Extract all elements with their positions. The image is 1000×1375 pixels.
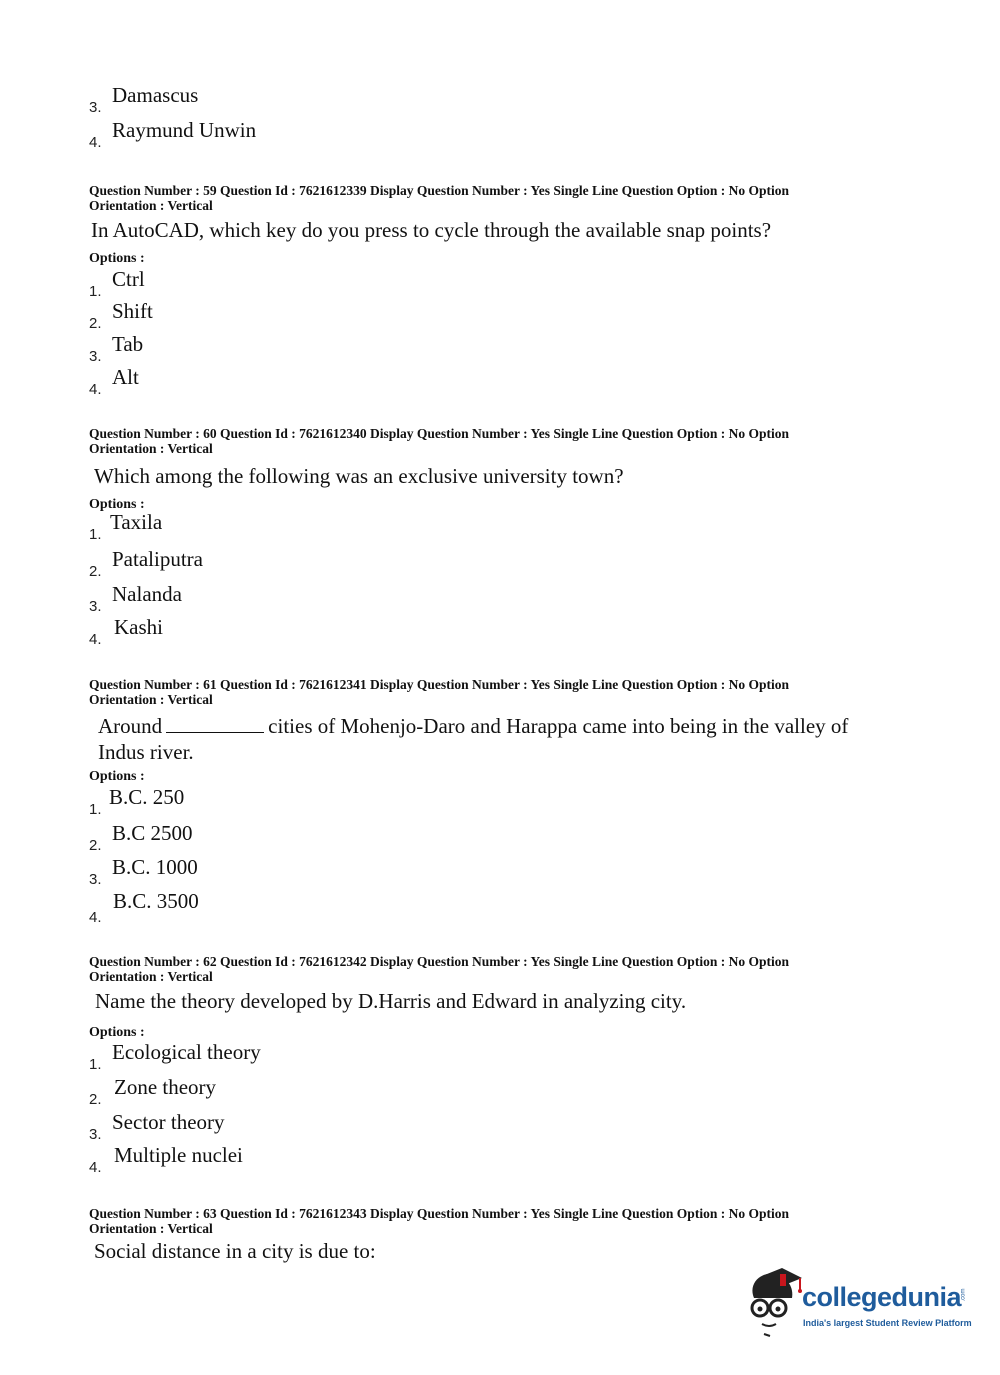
option-text: Multiple nuclei	[114, 1143, 243, 1167]
option-number: 4.	[89, 909, 102, 926]
question-text-part: Around	[98, 714, 163, 738]
question-meta	[89, 955, 889, 984]
option-number: 4.	[89, 381, 102, 398]
option-text: Alt	[112, 365, 139, 389]
option-number: 3.	[89, 348, 102, 365]
brand-tagline: India's largest Student Review Platform	[803, 1318, 972, 1328]
option-text: Tab	[112, 332, 144, 356]
question-meta	[89, 1207, 889, 1236]
question-meta	[89, 427, 889, 456]
mascot-logo-icon	[742, 1268, 802, 1340]
brand-suffix: .com	[960, 1288, 967, 1302]
option-text: Sector theory	[112, 1110, 225, 1134]
option-number: 4.	[89, 631, 102, 648]
option-text: Taxila	[110, 510, 163, 534]
option-number: 2.	[89, 315, 102, 332]
question-text: Name the theory developed by D.Harris and Edward in analyzing city.	[95, 989, 687, 1013]
option-number: 3.	[89, 871, 102, 888]
option-text: Damascus	[112, 83, 199, 107]
option-text: B.C. 250	[109, 785, 185, 809]
question-meta-line: Question Number : 63 Question Id : 7621612343 Display Question Number : Yes Single Line Question Option : No Option	[89, 1206, 789, 1221]
options-label: Options :	[89, 769, 145, 784]
option-text: Pataliputra	[112, 547, 203, 571]
option-number: 3.	[89, 1126, 102, 1143]
option-text: B.C. 1000	[112, 855, 198, 879]
question-text	[98, 713, 848, 739]
options-label: Options :	[89, 497, 145, 512]
option-number: 1.	[89, 1056, 102, 1073]
question-text: Social distance in a city is due to:	[94, 1239, 376, 1263]
question-meta-line: Orientation : Vertical	[89, 440, 213, 456]
options-label: Options :	[89, 251, 145, 266]
question-meta-line: Question Number : 62 Question Id : 7621612342 Display Question Number : Yes Single Line Question Option : No Option	[89, 954, 789, 969]
option-number: 2.	[89, 563, 102, 580]
question-meta-line: Question Number : 60 Question Id : 7621612340 Display Question Number : Yes Single Line Question Option : No Option	[89, 426, 789, 441]
option-number: 2.	[89, 837, 102, 854]
options-label: Options :	[89, 1025, 145, 1040]
question-meta-line: Orientation : Vertical	[89, 968, 213, 984]
question-meta-line: Orientation : Vertical	[89, 691, 213, 707]
option-text: Ecological theory	[112, 1040, 261, 1064]
option-text: Ctrl	[112, 267, 145, 291]
question-meta	[89, 184, 889, 213]
question-meta-line: Orientation : Vertical	[89, 197, 213, 213]
question-text: Which among the following was an exclusive university town?	[94, 464, 624, 488]
option-text: B.C. 3500	[113, 889, 199, 913]
question-text-line2: Indus river.	[98, 740, 194, 764]
question-meta-line: Orientation : Vertical	[89, 1220, 213, 1236]
question-meta	[89, 678, 889, 707]
option-number: 3.	[89, 99, 102, 116]
option-text: Raymund Unwin	[112, 118, 257, 142]
option-number: 1.	[89, 283, 102, 300]
option-text: Shift	[112, 299, 153, 323]
option-number: 1.	[89, 801, 102, 818]
option-number: 4.	[89, 134, 102, 151]
option-number: 3.	[89, 598, 102, 615]
option-number: 1.	[89, 526, 102, 543]
collegedunia-watermark	[742, 1268, 972, 1340]
option-number: 4.	[89, 1159, 102, 1176]
brand-wordmark: collegedunia	[802, 1282, 962, 1312]
fill-in-blank	[166, 714, 264, 733]
question-text-part: cities of Mohenjo-Daro and Harappa came into being in the valley of	[268, 714, 849, 738]
option-text: Nalanda	[112, 582, 182, 606]
question-meta-line: Question Number : 59 Question Id : 7621612339 Display Question Number : Yes Single Line Question Option : No Option	[89, 183, 789, 198]
option-number: 2.	[89, 1091, 102, 1108]
option-text: B.C 2500	[112, 821, 193, 845]
option-text: Zone theory	[114, 1075, 217, 1099]
question-text: In AutoCAD, which key do you press to cycle through the available snap points?	[91, 218, 772, 242]
question-meta-line: Question Number : 61 Question Id : 7621612341 Display Question Number : Yes Single Line Question Option : No Option	[89, 677, 789, 692]
option-text: Kashi	[114, 615, 163, 639]
